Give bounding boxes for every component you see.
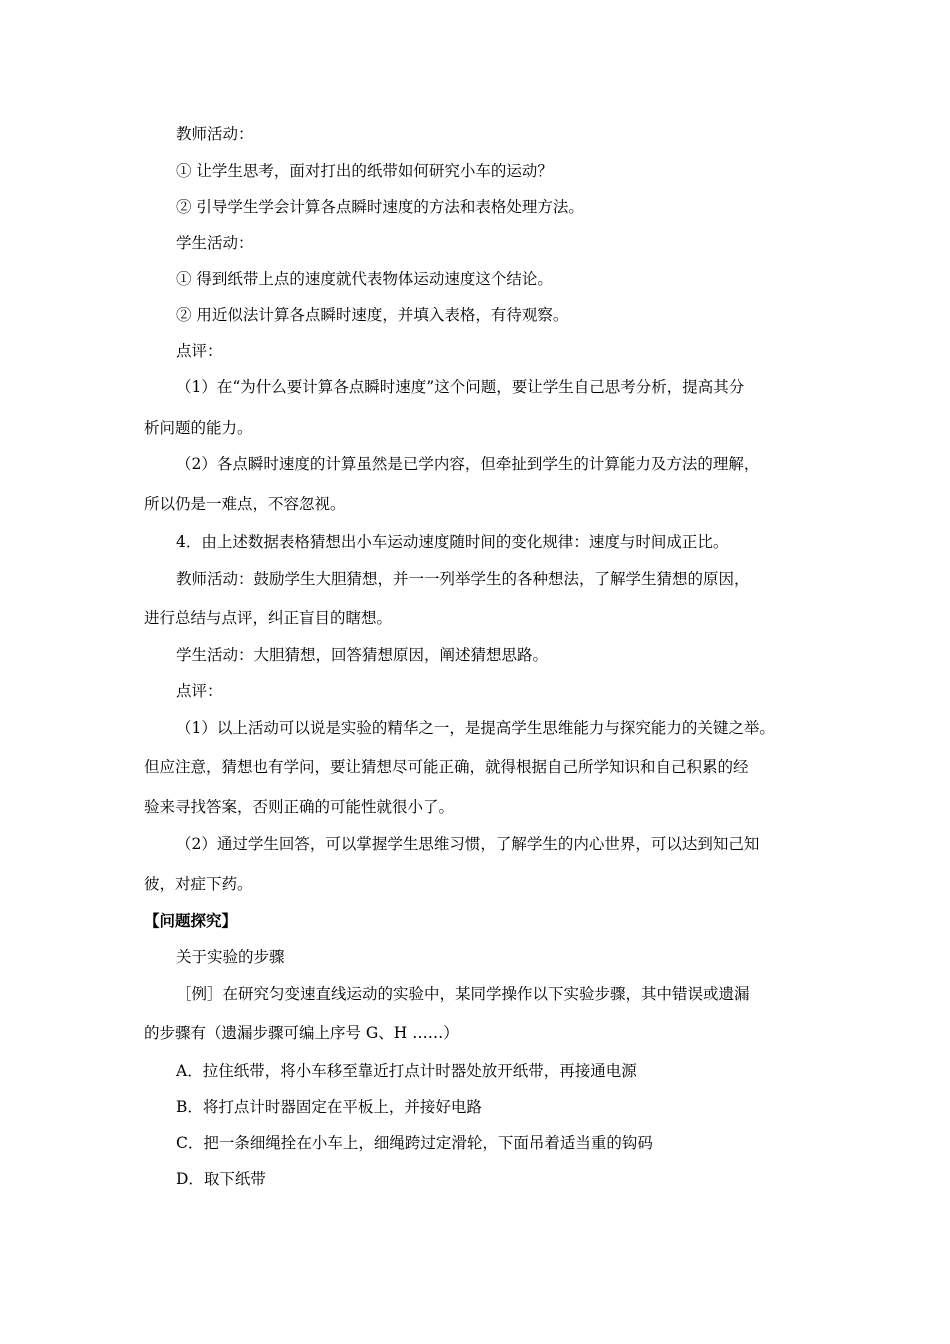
topic-title: 关于实验的步骤 [176,948,285,966]
student-item-1: ① 得到纸带上点的速度就代表物体运动速度这个结论。 [176,270,553,288]
step-4: 4．由上述数据表格猜想出小车运动速度随时间的变化规律：速度与时间成正比。 [176,533,729,551]
comment-paragraph-line: 所以仍是一难点，不容忽视。 [144,495,346,513]
option-b: B．将打点计时器固定在平板上，并接好电路 [176,1098,482,1116]
option-d: D．取下纸带 [176,1170,266,1188]
comment-paragraph-line: 验来寻找答案，否则正确的可能性就很小了。 [144,798,455,816]
comment-paragraph-line: （2）各点瞬时速度的计算虽然是已学内容，但牵扯到学生的计算能力及方法的理解， [176,455,760,473]
comment-paragraph-line: 彼，对症下药。 [144,875,253,893]
comment-paragraph-line: 析问题的能力。 [144,419,253,437]
comment-paragraph-line: （1）在“为什么要计算各点瞬时速度”这个问题，要让学生自己思考分析，提高其分 [176,378,745,396]
teacher-item-1: ① 让学生思考，面对打出的纸带如何研究小车的运动？ [176,162,553,180]
example-question: 的步骤有（遗漏步骤可编上序号 G、H ……） [144,1024,459,1042]
comment-label: 点评： [176,342,223,360]
option-c: C．把一条细绳拴在小车上，细绳跨过定滑轮，下面吊着适当重的钩码 [176,1134,653,1152]
student-item-2: ② 用近似法计算各点瞬时速度，并填入表格，有待观察。 [176,306,569,324]
teacher-item-2: ② 引导学生学会计算各点瞬时速度的方法和表格处理方法。 [176,198,584,216]
teacher-activity-paragraph: 进行总结与点评，纠正盲目的瞎想。 [144,609,393,627]
comment-paragraph-line: （2）通过学生回答，可以掌握学生思维习惯，了解学生的内心世界，可以达到知己知 [176,835,760,853]
teacher-activity-label: 教师活动： [176,125,254,143]
teacher-activity-paragraph: 教师活动：鼓励学生大胆猜想，并一一列举学生的各种想法，了解学生猜想的原因， [176,570,750,588]
student-activity-paragraph: 学生活动：大胆猜想，回答猜想原因，阐述猜想思路。 [176,646,549,664]
student-activity-label: 学生活动： [176,234,254,252]
option-a: A．拉住纸带，将小车移至靠近打点计时器处放开纸带，再接通电源 [176,1062,637,1080]
comment-label: 点评： [176,682,223,700]
comment-paragraph-line: （1）以上活动可以说是实验的精华之一，是提高学生思维能力与探究能力的关键之举。 [176,719,775,737]
section-heading: 【问题探究】 [144,912,238,930]
comment-paragraph-line: 但应注意，猜想也有学问，要让猜想尽可能正确，就得根据自己所学知识和自己积累的经 [144,758,749,776]
example-question: ［例］在研究匀变速直线运动的实验中，某同学操作以下实验步骤，其中错误或遗漏 [176,985,750,1003]
